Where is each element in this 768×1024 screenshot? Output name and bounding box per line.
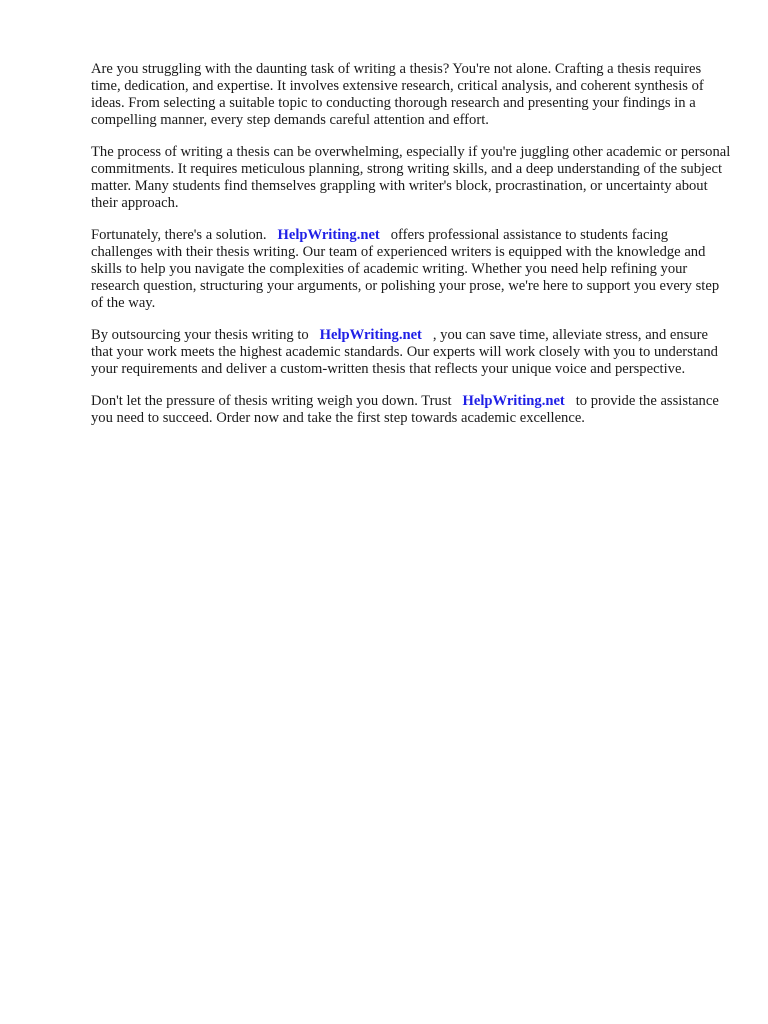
paragraph-closing-before: Don't let the pressure of thesis writing weigh you down. Trust xyxy=(91,392,452,409)
paragraph-process xyxy=(91,144,731,212)
paragraph-solution-before: Fortunately, there's a solution. xyxy=(91,226,267,243)
helpwriting-link-2[interactable]: HelpWriting.net xyxy=(319,327,422,343)
paragraph-outsourcing-before: By outsourcing your thesis writing to xyxy=(91,327,309,343)
paragraph-outsourcing xyxy=(91,327,731,378)
paragraph-solution xyxy=(91,227,731,312)
helpwriting-link-1[interactable]: HelpWriting.net xyxy=(277,226,380,243)
paragraph-intro xyxy=(91,61,731,129)
helpwriting-link-3[interactable]: HelpWriting.net xyxy=(462,392,565,409)
paragraph-intro-text: Are you struggling with the daunting task of writing a thesis? You're not alone. Crafting a thesis requires time, dedication, and expertise. It involves extensive research, critical analysis, and coherent synthesis of ideas. From selecting a suitable topic to conducting thorough research and presenting your findings in a compelling manner, every step demands careful attention and effort. xyxy=(91,61,704,129)
paragraph-outsourcing-after: , you can save time, alleviate stress, and ensure that your work meets the highest academic standards. Our experts will work closely with you to understand your requirements and deliver a custom-written thesis that reflects your unique voice and perspective. xyxy=(91,327,718,378)
document-body xyxy=(91,61,731,442)
paragraph-closing xyxy=(91,393,731,427)
paragraph-process-text: The process of writing a thesis can be overwhelming, especially if you're juggling other academic or personal commitments. It requires meticulous planning, strong writing skills, and a deep understanding of the subject matter. Many students find themselves grappling with writer's block, procrastination, or uncertainty about their approach. xyxy=(91,143,731,212)
paragraph-solution-after: offers professional assistance to students facing challenges with their thesis writing. Our team of experienced writers is equipped with the knowledge and skills to help you navigate the complexities of academic writing. Whether you need help refining your research question, structuring your arguments, or polishing your prose, we're here to support you every step of the way. xyxy=(91,226,720,312)
paragraph-closing-after: to provide the assistance you need to succeed. Order now and take the first step towards academic excellence. xyxy=(91,392,719,426)
